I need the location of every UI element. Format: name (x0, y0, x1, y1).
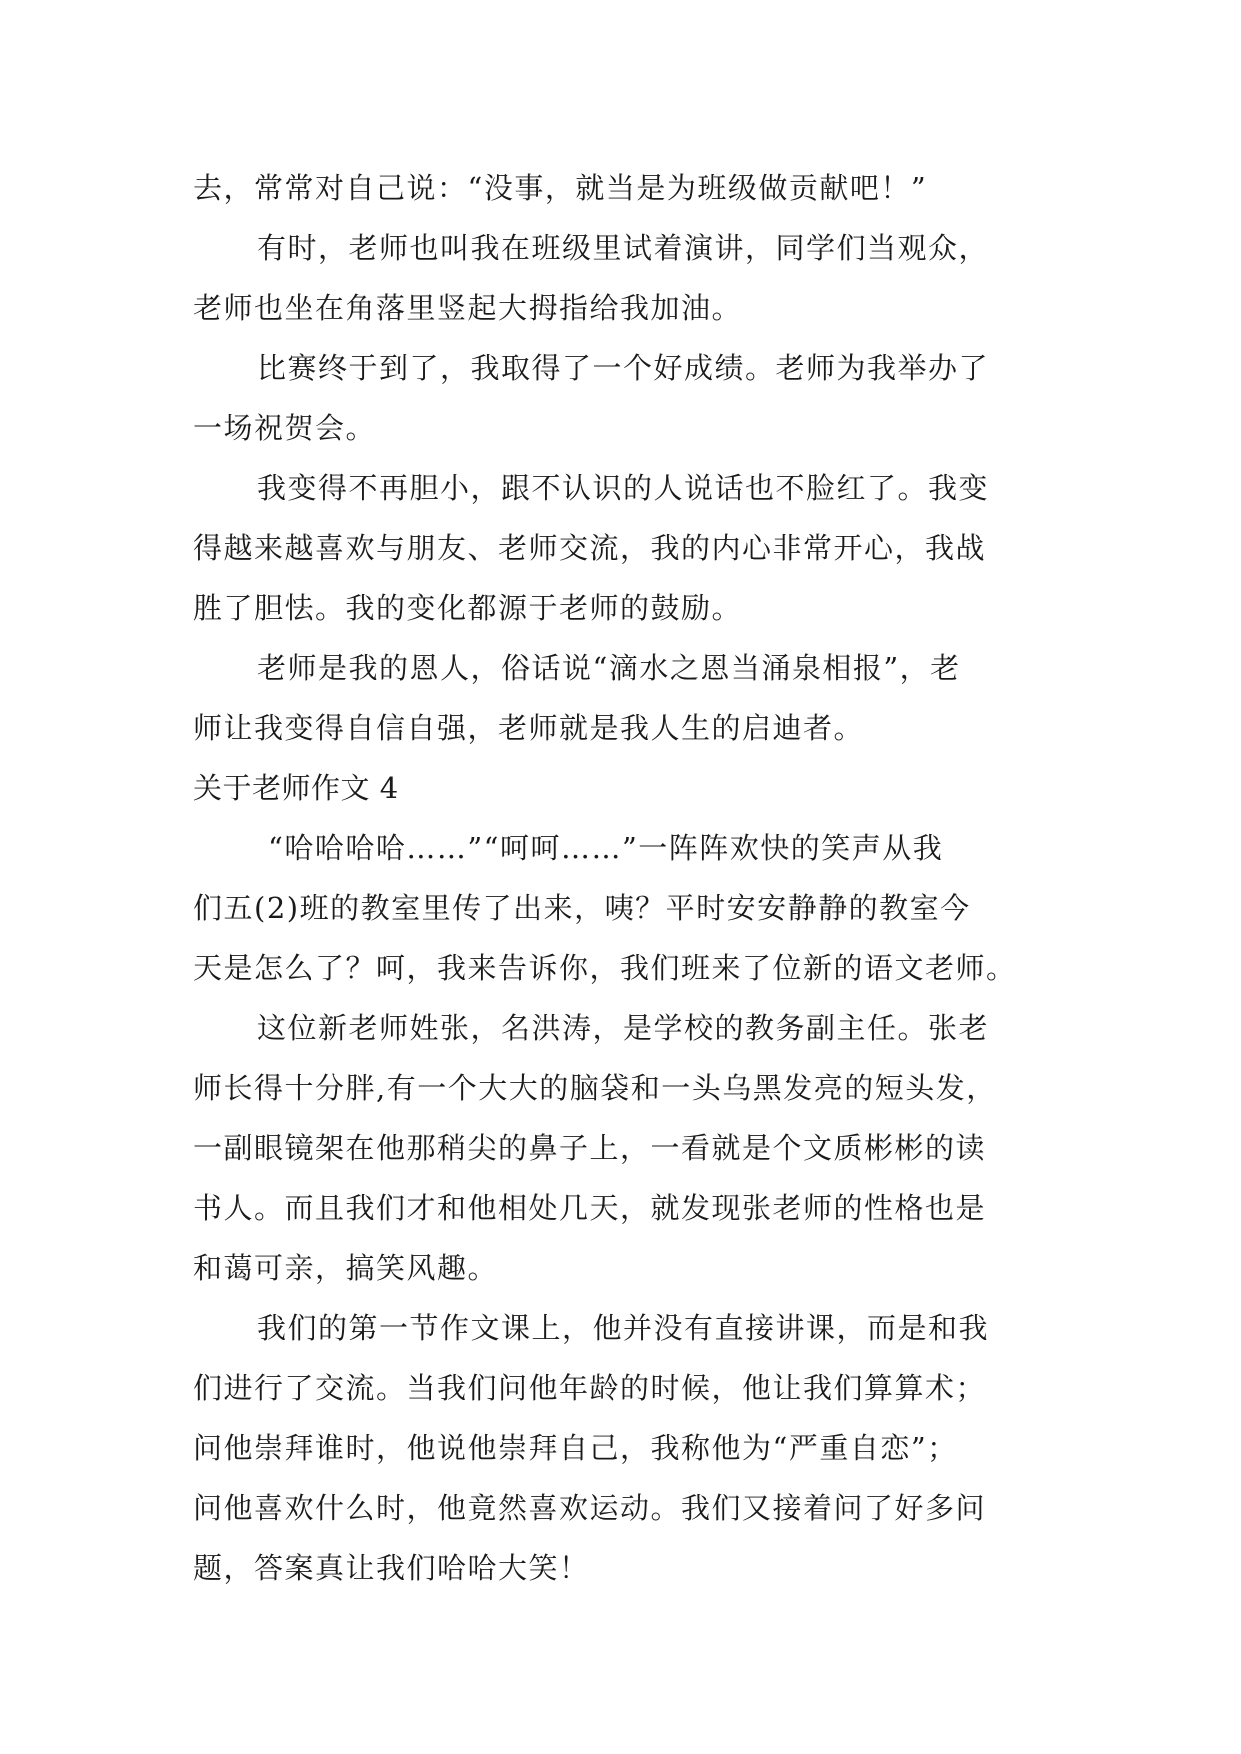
paragraph-line: 问他崇拜谁时，他说他崇拜自己，我称他为“严重自恋”； (193, 1431, 958, 1465)
paragraph-line: 师长得十分胖,有一个大大的脑袋和一头乌黑发亮的短头发， (193, 1071, 997, 1105)
paragraph-line: 师让我变得自信自强，老师就是我人生的启迪者。 (193, 711, 865, 745)
paragraph-line: 老师是我的恩人，俗话说“滴水之恩当涌泉相报”，老 (257, 651, 961, 685)
paragraph-line: 得越来越喜欢与朋友、老师交流，我的内心非常开心，我战 (193, 531, 987, 565)
paragraph-line: 去，常常对自己说：“没事，就当是为班级做贡献吧！” (193, 171, 928, 205)
paragraph-line: 一副眼镜架在他那稍尖的鼻子上，一看就是个文质彬彬的读 (193, 1131, 987, 1165)
paragraph-line: 老师也坐在角落里竖起大拇指给我加油。 (193, 291, 743, 325)
paragraph-line: 和蔼可亲，搞笑风趣。 (193, 1251, 499, 1285)
document-page (193, 158, 1073, 1598)
paragraph-line: 们进行了交流。当我们问他年龄的时候，他让我们算算术； (193, 1371, 987, 1405)
paragraph-line: 们五(2)班的教室里传了出来，咦？平时安安静静的教室今 (193, 891, 971, 925)
paragraph-line: 我变得不再胆小，跟不认识的人说话也不脸红了。我变 (257, 471, 990, 505)
paragraph-line: 比赛终于到了，我取得了一个好成绩。老师为我举办了 (257, 351, 990, 385)
paragraph-line: 一场祝贺会。 (193, 411, 377, 445)
paragraph-line: 书人。而且我们才和他相处几天，就发现张老师的性格也是 (193, 1191, 987, 1225)
paragraph-line: 胜了胆怯。我的变化都源于老师的鼓励。 (193, 591, 743, 625)
paragraph-line: 有时，老师也叫我在班级里试着演讲，同学们当观众， (257, 231, 990, 265)
paragraph-line: 天是怎么了？呵，我来告诉你，我们班来了位新的语文老师。 (193, 951, 1017, 985)
paragraph-line: “哈哈哈哈……”“呵呵……”一阵阵欢快的笑声从我 (268, 831, 944, 865)
paragraph-line: 我们的第一节作文课上，他并没有直接讲课，而是和我 (257, 1311, 990, 1345)
paragraph-line: 这位新老师姓张，名洪涛，是学校的教务副主任。张老 (257, 1011, 990, 1045)
section-heading: 关于老师作文 4 (193, 771, 399, 805)
paragraph-line: 问他喜欢什么时，他竟然喜欢运动。我们又接着问了好多问 (193, 1491, 987, 1525)
paragraph-line: 题，答案真让我们哈哈大笑！ (193, 1551, 590, 1585)
